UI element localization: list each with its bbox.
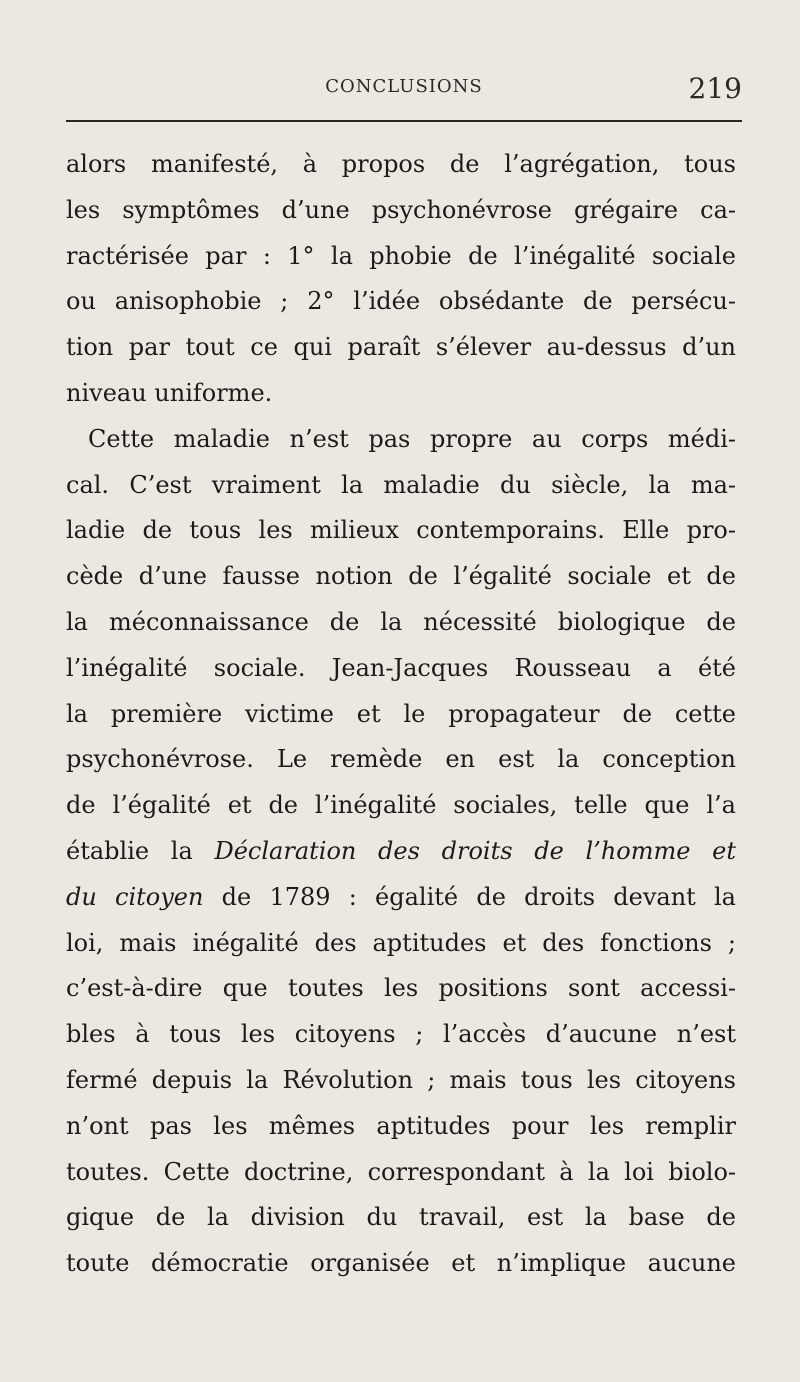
running-head: CONCLUSIONS bbox=[325, 76, 483, 97]
text-line: toute démocratie organisée et n’implique aucune bbox=[66, 1249, 736, 1278]
text-line: loi, mais inégalité des aptitudes et des fonctions ; bbox=[66, 928, 736, 957]
text-line: l’inégalité sociale. Jean-Jacques Rousseau a été bbox=[66, 653, 736, 682]
text-line: tion par tout ce qui paraît s’élever au-dessus d’un bbox=[66, 333, 736, 362]
text-line: bles à tous les citoyens ; l’accès d’aucune n’est bbox=[66, 1020, 736, 1049]
text-line: n’ont pas les mêmes aptitudes pour les remplir bbox=[66, 1111, 736, 1140]
text-line: toutes. Cette doctrine, correspondant à la loi biolo- bbox=[66, 1157, 736, 1186]
text-line bbox=[66, 829, 736, 875]
declaration-title-end: du citoyen bbox=[66, 882, 204, 911]
page-number: 219 bbox=[688, 72, 742, 105]
declaration-title: Déclaration des droits de l’homme et bbox=[214, 836, 736, 865]
text-line: psychonévrose. Le remède en est la conception bbox=[66, 745, 736, 774]
text-line bbox=[66, 875, 736, 921]
body-text bbox=[66, 142, 736, 1287]
text-line: c’est-à-dire que toutes les positions sont accessi- bbox=[66, 974, 736, 1003]
text-line: de l’égalité et de l’inégalité sociales, telle que l’a bbox=[66, 791, 736, 820]
text-line: cal. C’est vraiment la maladie du siècle, la ma- bbox=[66, 470, 736, 499]
text-line: ractérisée par : 1° la phobie de l’inégalité sociale bbox=[66, 241, 736, 270]
text-line: Cette maladie n’est pas propre au corps médi- bbox=[88, 424, 736, 453]
text-line: fermé depuis la Révolution ; mais tous les citoyens bbox=[66, 1065, 736, 1094]
header-rule bbox=[66, 120, 742, 122]
text-line: ou anisophobie ; 2° l’idée obsédante de persécu- bbox=[66, 287, 736, 316]
page-header bbox=[66, 72, 742, 116]
text-line: niveau uniforme. bbox=[66, 378, 273, 407]
text-line: ladie de tous les milieux contemporains. Elle pro- bbox=[66, 516, 736, 545]
text-line: les symptômes d’une psychonévrose grégaire ca- bbox=[66, 195, 736, 224]
text-line-prefix: établie la bbox=[66, 836, 215, 865]
text-line: la première victime et le propagateur de cette bbox=[66, 699, 736, 728]
text-line-suffix: de 1789 : égalité de droits devant la bbox=[203, 882, 736, 911]
text-line: la méconnaissance de la nécessité biologique de bbox=[66, 607, 736, 636]
text-line: gique de la division du travail, est la base de bbox=[66, 1203, 736, 1232]
text-line: cède d’une fausse notion de l’égalité sociale et de bbox=[66, 562, 736, 591]
text-line: alors manifesté, à propos de l’agrégation, tous bbox=[66, 150, 736, 178]
